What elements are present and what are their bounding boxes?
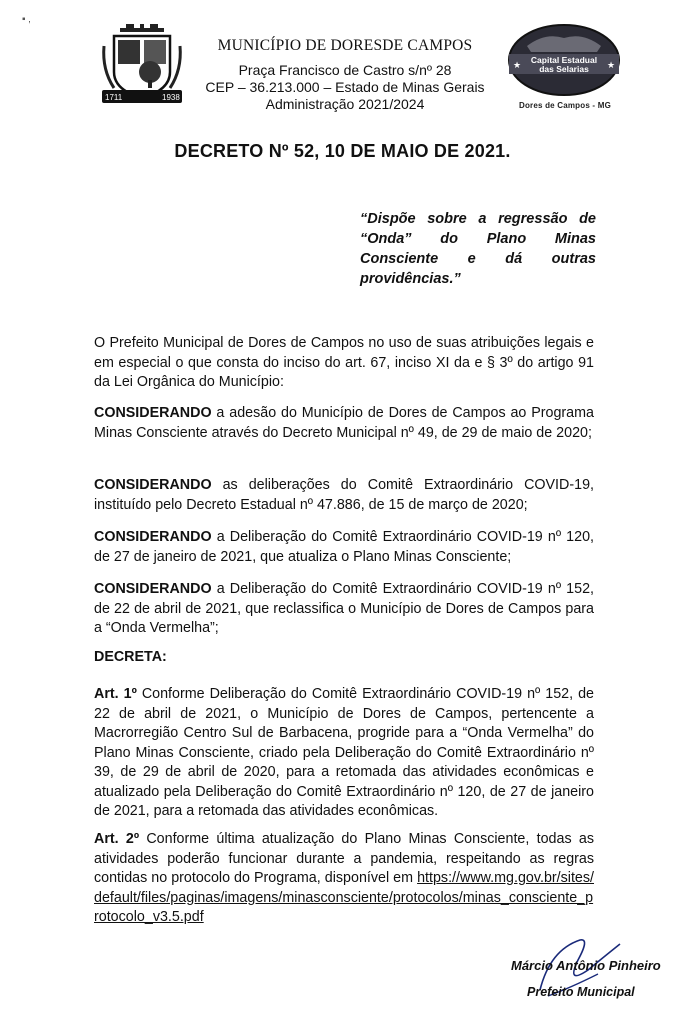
article-1-label: Art. 1º bbox=[94, 686, 137, 702]
scan-marks: ▪ ‚ bbox=[22, 14, 31, 25]
signatory-name: Márcio Antônio Pinheiro bbox=[511, 958, 661, 973]
article-1 bbox=[94, 685, 594, 822]
municipal-crest-logo bbox=[100, 22, 184, 106]
considerando-label: CONSIDERANDO bbox=[94, 405, 212, 421]
considerando-4 bbox=[94, 580, 594, 639]
badge-text-1: Capital Estadual bbox=[530, 55, 598, 65]
intro-paragraph: O Prefeito Municipal de Dores de Campos no uso de suas atribuições legais e em especial o que consta do inciso do art. 67, inciso XI da e § 3º do artigo 91 da Lei Orgânica do Município: bbox=[94, 335, 594, 390]
municipality-name: MUNICÍPIO DE DORESDE CAMPOS bbox=[217, 37, 473, 54]
article-1-text: Conforme Deliberação do Comitê Extraordinário COVID-19 nº 152, de 22 de abril de 2021, o Município de Dores de Campos, pertencente a Macrorregião Centro Sul de Barbacena, progride para a “Onda Vermelha” do Plano Minas Consciente, criado pela Deliberação do Comitê Extraordinário nº 39, de 29 de abril de 2020, para a retomada das atividades econômicas e atualizado pela Deliberação do Comitê Extraordinário nº 120, de 27 de janeiro de 2021, para a retomada das atividades econômicas. bbox=[94, 686, 594, 819]
badge-text-2: das Selarias bbox=[539, 64, 589, 74]
considerando-3-text: a Deliberação do Comitê Extraordinário COVID-19 nº 120, de 27 de janeiro de 2021, que atualiza o Plano Minas Consciente; bbox=[94, 529, 594, 565]
considerando-label: CONSIDERANDO bbox=[94, 529, 212, 545]
cep-line: CEP – 36.213.000 – Estado de Minas Gerais bbox=[205, 79, 485, 95]
crest-year-left: 1711 bbox=[105, 93, 123, 102]
decreta-heading: DECRETA: bbox=[94, 649, 167, 665]
considerando-4-text: a Deliberação do Comitê Extraordinário COVID-19 nº 152, de 22 de abril de 2021, que reclassifica o Município de Dores de Campos para a “Onda Vermelha”; bbox=[94, 581, 594, 636]
address-line: Praça Francisco de Castro s/nº 28 bbox=[238, 62, 452, 78]
article-2 bbox=[94, 830, 594, 928]
administration-line: Administração 2021/2024 bbox=[265, 96, 425, 112]
capital-selarias-badge bbox=[505, 22, 623, 98]
crest-year-right: 1938 bbox=[162, 93, 180, 102]
considerando-label: CONSIDERANDO bbox=[94, 477, 212, 493]
decree-title: DECRETO Nº 52, 10 DE MAIO DE 2021. bbox=[174, 141, 511, 161]
star-icon: ★ bbox=[513, 60, 522, 70]
decree-summary: “Dispõe sobre a regressão de “Onda” do Plano Minas Consciente e dá outras providências.” bbox=[360, 211, 596, 287]
star-icon: ★ bbox=[607, 60, 616, 70]
signatory-role: Prefeito Municipal bbox=[527, 985, 635, 999]
protocol-link[interactable]: https://www.mg.gov.br/sites/default/files/paginas/imagens/minasconsciente/protocolos/minas_consciente_protocolo_v3.5.pdf bbox=[94, 870, 594, 925]
article-2-label: Art. 2º bbox=[94, 831, 140, 847]
considerando-2 bbox=[94, 476, 594, 515]
considerando-1-text: a adesão do Município de Dores de Campos ao Programa Minas Consciente através do Decreto Municipal nº 49, de 29 de maio de 2020; bbox=[94, 405, 594, 441]
considerando-label: CONSIDERANDO bbox=[94, 581, 212, 597]
considerando-1 bbox=[94, 404, 594, 443]
considerando-2-text: as deliberações do Comitê Extraordinário COVID-19, instituído pelo Decreto Estadual nº 47.886, de 15 de março de 2020; bbox=[94, 477, 594, 513]
badge-caption: Dores de Campos - MG bbox=[518, 101, 611, 110]
considerando-3 bbox=[94, 528, 594, 567]
article-2-text: Conforme última atualização do Plano Minas Consciente, todas as atividades poderão funcionar durante a pandemia, respeitando as regras contidas no protocolo do Programa, disponível em bbox=[94, 831, 594, 886]
